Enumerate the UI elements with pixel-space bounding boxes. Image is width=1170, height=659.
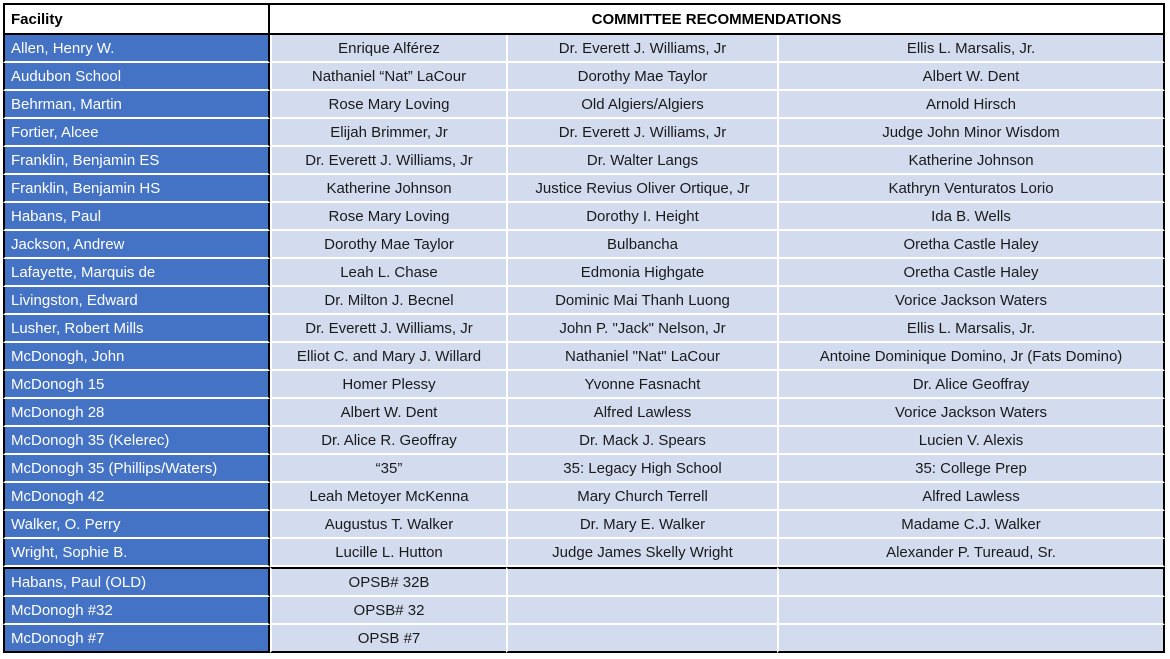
recommendation-3-cell: Alfred Lawless bbox=[777, 483, 1165, 511]
facility-cell: McDonogh 35 (Phillips/Waters) bbox=[3, 455, 270, 483]
recommendation-1-cell: Dr. Everett J. Williams, Jr bbox=[270, 315, 506, 343]
recommendation-2-cell: Nathaniel "Nat" LaCour bbox=[506, 343, 777, 371]
recommendation-1-cell: Dorothy Mae Taylor bbox=[270, 231, 506, 259]
recommendation-2-cell: Dr. Mary E. Walker bbox=[506, 511, 777, 539]
recommendation-1-cell: Katherine Johnson bbox=[270, 175, 506, 203]
facility-cell: Fortier, Alcee bbox=[3, 119, 270, 147]
recommendations-table bbox=[3, 3, 1165, 653]
recommendation-3-cell: Ellis L. Marsalis, Jr. bbox=[777, 35, 1165, 63]
table-row bbox=[3, 203, 1165, 231]
recommendation-2-cell: Dr. Mack J. Spears bbox=[506, 427, 777, 455]
facility-cell: Lafayette, Marquis de bbox=[3, 259, 270, 287]
facility-cell: Wright, Sophie B. bbox=[3, 539, 270, 567]
recommendation-2-cell: Dorothy Mae Taylor bbox=[506, 63, 777, 91]
recommendation-2-cell: Yvonne Fasnacht bbox=[506, 371, 777, 399]
recommendation-2-cell: John P. "Jack" Nelson, Jr bbox=[506, 315, 777, 343]
recommendation-3-cell: Arnold Hirsch bbox=[777, 91, 1165, 119]
recommendation-3-cell: Alexander P. Tureaud, Sr. bbox=[777, 539, 1165, 567]
recommendation-1-cell: Enrique Alférez bbox=[270, 35, 506, 63]
table-row bbox=[3, 147, 1165, 175]
table-row bbox=[3, 483, 1165, 511]
recommendation-1-cell: “35” bbox=[270, 455, 506, 483]
facility-header: Facility bbox=[3, 3, 270, 35]
facility-cell: Livingston, Edward bbox=[3, 287, 270, 315]
recommendation-1-cell: Dr. Everett J. Williams, Jr bbox=[270, 147, 506, 175]
table-row bbox=[3, 231, 1165, 259]
recommendation-3-cell: Antoine Dominique Domino, Jr (Fats Domino) bbox=[777, 343, 1165, 371]
table-row bbox=[3, 91, 1165, 119]
recommendation-3-cell bbox=[777, 597, 1165, 625]
recommendation-3-cell: Oretha Castle Haley bbox=[777, 259, 1165, 287]
recommendation-3-cell: 35: College Prep bbox=[777, 455, 1165, 483]
table-row bbox=[3, 399, 1165, 427]
facility-cell: Jackson, Andrew bbox=[3, 231, 270, 259]
recommendation-3-cell: Ida B. Wells bbox=[777, 203, 1165, 231]
recommendation-2-cell bbox=[506, 567, 777, 597]
recommendation-2-cell: Edmonia Highgate bbox=[506, 259, 777, 287]
recommendation-1-cell: Rose Mary Loving bbox=[270, 203, 506, 231]
table-row bbox=[3, 259, 1165, 287]
header-row bbox=[3, 3, 1165, 35]
recommendation-3-cell: Albert W. Dent bbox=[777, 63, 1165, 91]
recommendation-3-cell: Ellis L. Marsalis, Jr. bbox=[777, 315, 1165, 343]
table-row bbox=[3, 455, 1165, 483]
facility-cell: McDonogh, John bbox=[3, 343, 270, 371]
recommendation-2-cell: Justice Revius Oliver Ortique, Jr bbox=[506, 175, 777, 203]
table-row-old-facility bbox=[3, 567, 1165, 597]
recommendation-1-cell: Elliot C. and Mary J. Willard bbox=[270, 343, 506, 371]
table-row bbox=[3, 315, 1165, 343]
facility-cell: Habans, Paul bbox=[3, 203, 270, 231]
recommendation-2-cell: Dr. Everett J. Williams, Jr bbox=[506, 119, 777, 147]
recommendation-1-cell: Rose Mary Loving bbox=[270, 91, 506, 119]
facility-cell: McDonogh #7 bbox=[3, 625, 270, 653]
facility-cell: Audubon School bbox=[3, 63, 270, 91]
table-row-old-facility bbox=[3, 597, 1165, 625]
recommendation-3-cell: Katherine Johnson bbox=[777, 147, 1165, 175]
recommendation-1-cell: Elijah Brimmer, Jr bbox=[270, 119, 506, 147]
recommendation-2-cell: Dr. Everett J. Williams, Jr bbox=[506, 35, 777, 63]
facility-cell: Behrman, Martin bbox=[3, 91, 270, 119]
facility-cell: McDonogh 42 bbox=[3, 483, 270, 511]
recommendation-1-cell: Augustus T. Walker bbox=[270, 511, 506, 539]
recommendation-3-cell: Judge John Minor Wisdom bbox=[777, 119, 1165, 147]
recommendation-1-cell: Leah Metoyer McKenna bbox=[270, 483, 506, 511]
recommendation-1-cell: Lucille L. Hutton bbox=[270, 539, 506, 567]
recommendation-3-cell bbox=[777, 567, 1165, 597]
table-row bbox=[3, 119, 1165, 147]
recommendations-header: COMMITTEE RECOMMENDATIONS bbox=[270, 3, 1165, 35]
recommendation-2-cell: Bulbancha bbox=[506, 231, 777, 259]
table-row bbox=[3, 175, 1165, 203]
recommendation-1-cell: Homer Plessy bbox=[270, 371, 506, 399]
table-row bbox=[3, 511, 1165, 539]
recommendation-2-cell: Dr. Walter Langs bbox=[506, 147, 777, 175]
recommendation-1-cell: Albert W. Dent bbox=[270, 399, 506, 427]
facility-cell: McDonogh 28 bbox=[3, 399, 270, 427]
recommendation-3-cell: Dr. Alice Geoffray bbox=[777, 371, 1165, 399]
facility-cell: Franklin, Benjamin ES bbox=[3, 147, 270, 175]
recommendation-3-cell: Lucien V. Alexis bbox=[777, 427, 1165, 455]
recommendation-1-cell: OPSB# 32B bbox=[270, 567, 506, 597]
recommendation-2-cell bbox=[506, 625, 777, 653]
recommendation-2-cell: 35: Legacy High School bbox=[506, 455, 777, 483]
recommendation-3-cell: Oretha Castle Haley bbox=[777, 231, 1165, 259]
recommendation-2-cell: Mary Church Terrell bbox=[506, 483, 777, 511]
recommendation-3-cell bbox=[777, 625, 1165, 653]
recommendation-2-cell: Judge James Skelly Wright bbox=[506, 539, 777, 567]
table-row bbox=[3, 287, 1165, 315]
table-row bbox=[3, 427, 1165, 455]
table-row bbox=[3, 539, 1165, 567]
facility-cell: Allen, Henry W. bbox=[3, 35, 270, 63]
facility-cell: Franklin, Benjamin HS bbox=[3, 175, 270, 203]
facility-cell: McDonogh 35 (Kelerec) bbox=[3, 427, 270, 455]
facility-cell: Walker, O. Perry bbox=[3, 511, 270, 539]
recommendation-1-cell: Dr. Milton J. Becnel bbox=[270, 287, 506, 315]
recommendation-3-cell: Madame C.J. Walker bbox=[777, 511, 1165, 539]
recommendation-3-cell: Vorice Jackson Waters bbox=[777, 287, 1165, 315]
table-row bbox=[3, 343, 1165, 371]
recommendation-1-cell: Nathaniel “Nat” LaCour bbox=[270, 63, 506, 91]
facility-cell: Lusher, Robert Mills bbox=[3, 315, 270, 343]
recommendation-2-cell bbox=[506, 597, 777, 625]
facility-cell: McDonogh #32 bbox=[3, 597, 270, 625]
table-row bbox=[3, 371, 1165, 399]
facility-cell: McDonogh 15 bbox=[3, 371, 270, 399]
recommendation-1-cell: Leah L. Chase bbox=[270, 259, 506, 287]
recommendation-3-cell: Vorice Jackson Waters bbox=[777, 399, 1165, 427]
facility-cell: Habans, Paul (OLD) bbox=[3, 567, 270, 597]
recommendation-2-cell: Dominic Mai Thanh Luong bbox=[506, 287, 777, 315]
recommendation-1-cell: OPSB #7 bbox=[270, 625, 506, 653]
recommendation-2-cell: Dorothy I. Height bbox=[506, 203, 777, 231]
table-row bbox=[3, 63, 1165, 91]
recommendation-1-cell: Dr. Alice R. Geoffray bbox=[270, 427, 506, 455]
table-row-old-facility bbox=[3, 625, 1165, 653]
recommendation-1-cell: OPSB# 32 bbox=[270, 597, 506, 625]
recommendations-table-container bbox=[3, 3, 1165, 653]
recommendation-2-cell: Alfred Lawless bbox=[506, 399, 777, 427]
recommendation-2-cell: Old Algiers/Algiers bbox=[506, 91, 777, 119]
recommendation-3-cell: Kathryn Venturatos Lorio bbox=[777, 175, 1165, 203]
table-row bbox=[3, 35, 1165, 63]
